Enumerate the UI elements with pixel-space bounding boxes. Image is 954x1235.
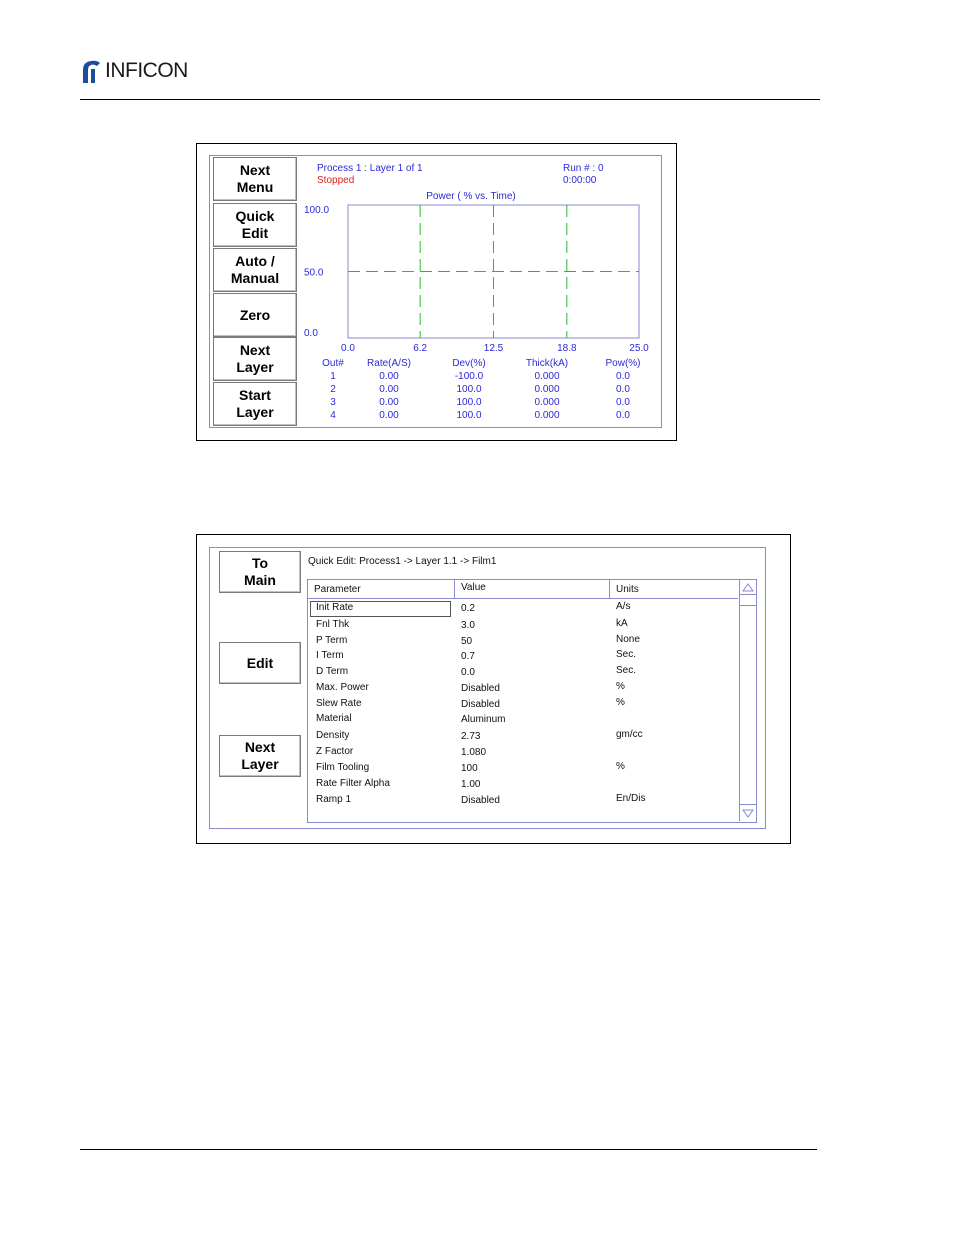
parameter-rows	[308, 599, 738, 819]
footer-divider	[80, 1149, 817, 1150]
output-table-cell: -100.0	[454, 371, 484, 382]
x-tick-label: 12.5	[483, 343, 504, 354]
y-tick-label: 0.0	[304, 328, 318, 339]
parameter-name: Density	[316, 730, 350, 741]
parameter-units: %	[616, 681, 625, 692]
column-header-value[interactable]: Value	[461, 582, 486, 593]
output-table-header: Out#	[322, 358, 344, 369]
chart-title: Power ( % vs. Time)	[426, 191, 516, 202]
parameter-row[interactable]	[308, 761, 738, 777]
parameter-name: Fnl Thk	[316, 619, 350, 630]
parameter-row[interactable]	[308, 777, 738, 793]
output-table-cell: 1	[330, 371, 336, 382]
parameter-units: Sec.	[616, 649, 637, 660]
parameter-units: En/Dis	[616, 793, 646, 804]
parameter-row[interactable]	[308, 712, 738, 728]
column-header-units[interactable]: Units	[616, 584, 639, 595]
output-table-cell: 100.0	[456, 384, 482, 395]
to-main-button[interactable]: To Main	[219, 551, 301, 593]
parameter-units: None	[616, 634, 640, 645]
output-table-cell: 3	[330, 397, 336, 408]
zero-button[interactable]: Zero	[213, 293, 297, 337]
parameter-units: %	[616, 761, 625, 772]
header-divider	[80, 99, 820, 100]
parameter-row[interactable]	[308, 634, 738, 650]
parameter-units: %	[616, 697, 625, 708]
scroll-up-button[interactable]	[740, 580, 756, 595]
parameter-value: 1.080	[461, 747, 487, 758]
parameter-units: Sec.	[616, 665, 637, 676]
parameter-row[interactable]	[308, 745, 738, 761]
parameter-row[interactable]	[308, 601, 738, 617]
parameter-name: Rate Filter Alpha	[316, 778, 390, 789]
parameter-value: 100	[461, 763, 478, 774]
parameter-row[interactable]	[308, 681, 738, 697]
output-table-header: Rate(A/S)	[367, 358, 411, 369]
parameter-row[interactable]	[308, 729, 738, 745]
parameter-name: Slew Rate	[316, 698, 362, 709]
scroll-thumb[interactable]	[740, 595, 756, 606]
parameter-units: gm/cc	[616, 729, 643, 740]
scroll-down-button[interactable]	[740, 804, 756, 821]
next-layer-button[interactable]: Next Layer	[213, 337, 297, 381]
output-table-cell: 0.000	[534, 371, 560, 382]
parameter-row[interactable]	[308, 649, 738, 665]
parameter-value: Disabled	[461, 699, 500, 710]
output-table	[309, 358, 649, 428]
parameter-name: Z Factor	[316, 746, 354, 757]
x-tick-label: 18.8	[557, 343, 577, 354]
output-table-cell: 0.00	[379, 410, 399, 421]
inficon-logo-icon	[80, 58, 102, 84]
auto-manual-button[interactable]: Auto / Manual	[213, 248, 297, 292]
parameter-name: I Term	[316, 650, 344, 661]
status-label: Stopped	[317, 175, 355, 186]
parameter-value: 0.2	[461, 603, 475, 614]
x-tick-label: 6.2	[413, 343, 428, 354]
power-chart	[301, 186, 651, 356]
quick-edit-button[interactable]: Quick Edit	[213, 203, 297, 247]
process-label: Process 1 : Layer 1 of 1	[317, 163, 423, 174]
parameter-value: 50	[461, 636, 473, 647]
brand-name: INFICON	[105, 59, 188, 82]
parameter-name: Ramp 1	[316, 794, 352, 805]
parameter-value: 0.7	[461, 651, 475, 662]
parameter-name: Max. Power	[316, 682, 369, 693]
output-table-cell: 0.00	[379, 371, 399, 382]
parameter-row[interactable]	[308, 665, 738, 681]
output-table-cell: 0.000	[534, 410, 560, 421]
parameter-value: 1.00	[461, 779, 481, 790]
column-header-parameter[interactable]: Parameter	[314, 584, 361, 595]
parameter-row[interactable]	[308, 618, 738, 634]
parameter-value: Disabled	[461, 683, 500, 694]
parameter-value: 0.0	[461, 667, 475, 678]
parameter-row[interactable]	[308, 793, 738, 809]
parameter-table	[307, 579, 757, 823]
parameter-units: kA	[616, 618, 628, 629]
run-label: Run # : 0	[563, 163, 604, 174]
output-table-cell: 100.0	[456, 410, 482, 421]
output-table-header: Thick(kA)	[525, 358, 569, 369]
scrollbar[interactable]	[739, 580, 756, 821]
output-table-cell: 0.0	[616, 410, 630, 421]
parameter-row[interactable]	[308, 697, 738, 713]
next-layer-button[interactable]: Next Layer	[219, 735, 301, 777]
y-tick-label: 50.0	[304, 267, 324, 279]
parameter-value: 3.0	[461, 620, 475, 631]
parameter-units: A/s	[616, 601, 631, 612]
parameter-name: Material	[316, 713, 352, 724]
output-table-cell: 0.0	[616, 384, 630, 395]
inficon-logo	[80, 58, 188, 84]
triangle-down-icon	[742, 809, 754, 818]
output-table-cell: 0.00	[379, 397, 399, 408]
breadcrumb: Quick Edit: Process1 -> Layer 1.1 -> Film1	[308, 556, 497, 567]
output-table-cell: 0.0	[616, 371, 630, 382]
triangle-up-icon	[742, 583, 754, 592]
y-tick-label: 100.0	[304, 205, 330, 216]
x-tick-label: 25.0	[629, 343, 649, 354]
main-screen-panel	[196, 143, 677, 441]
output-table-cell: 4	[330, 410, 336, 421]
parameter-name: Film Tooling	[316, 762, 370, 773]
edit-button[interactable]: Edit	[219, 642, 301, 684]
parameter-value: Disabled	[461, 795, 500, 806]
output-table-cell: 0.000	[534, 384, 560, 395]
parameter-value: Aluminum	[461, 714, 506, 725]
parameter-name: P Term	[316, 635, 348, 646]
quick-edit-panel	[196, 534, 791, 844]
start-layer-button[interactable]: Start Layer	[213, 382, 297, 426]
output-table-cell: 0.00	[379, 384, 399, 395]
output-table-cell: 2	[330, 384, 336, 395]
run-time: 0:00:00	[563, 175, 597, 186]
output-table-header: Dev(%)	[452, 358, 486, 369]
x-tick-label: 0.0	[341, 343, 355, 354]
output-table-cell: 0.0	[616, 397, 630, 408]
output-table-header: Pow(%)	[605, 358, 641, 369]
next-menu-button[interactable]: Next Menu	[213, 157, 297, 201]
parameter-value: 2.73	[461, 731, 481, 742]
parameter-name: Init Rate	[316, 602, 354, 613]
parameter-name: D Term	[316, 666, 349, 677]
output-table-cell: 0.000	[534, 397, 560, 408]
output-table-cell: 100.0	[456, 397, 482, 408]
